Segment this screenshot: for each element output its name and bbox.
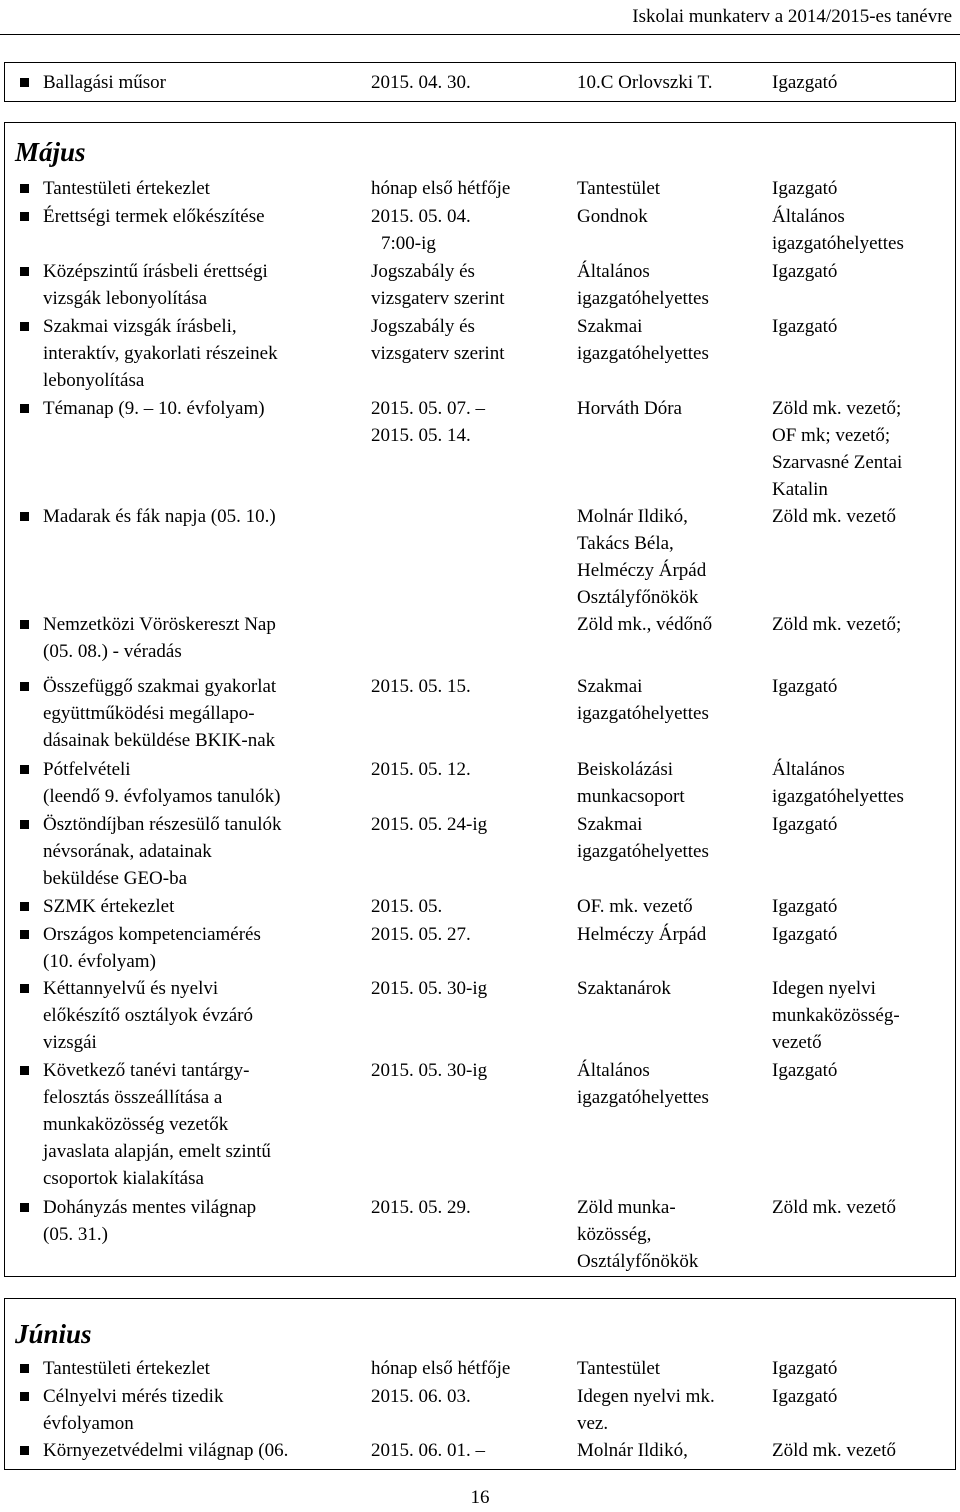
event-date xyxy=(371,258,504,312)
event-supervisor-line: vezető xyxy=(772,1032,822,1053)
event-name-line: Pótfelvételi xyxy=(43,759,131,780)
event-supervisor-line: Igazgató xyxy=(772,896,838,917)
event-responsible-line: Idegen nyelvi mk. xyxy=(577,1386,715,1407)
section-title: Június xyxy=(15,1319,92,1349)
event-responsible xyxy=(577,975,671,1002)
event-name xyxy=(43,921,261,975)
event-supervisor xyxy=(772,921,837,948)
event-date-line: 2015. 05. xyxy=(371,896,443,917)
event-name-line: Tantestületi értekezlet xyxy=(43,178,210,199)
event-responsible xyxy=(577,893,693,920)
bullet-icon xyxy=(20,902,29,911)
bullet-icon xyxy=(20,620,29,629)
event-name xyxy=(43,313,278,394)
event-date-line: 2015. 05. 14. xyxy=(371,425,471,446)
event-responsible-line: Általános xyxy=(577,1060,650,1081)
event-name-line: (05. 08.) - véradás xyxy=(43,641,182,662)
bullet-icon xyxy=(20,1066,29,1075)
event-supervisor-line: igazgatóhelyettes xyxy=(772,233,904,254)
event-supervisor-line: Zöld mk. vezető; xyxy=(772,614,902,635)
event-name-line: Madarak és fák napja (05. 10.) xyxy=(43,506,276,527)
event-name-line: vizsgái xyxy=(43,1032,97,1053)
event-responsible-line: Zöld munka- xyxy=(577,1197,676,1218)
event-date-line: hónap első hétfője xyxy=(371,1358,511,1379)
event-supervisor-line: Általános xyxy=(772,759,845,780)
event-name-line: Érettségi termek előkészítése xyxy=(43,206,265,227)
event-responsible-line: Szaktanárok xyxy=(577,978,671,999)
event-date xyxy=(371,893,442,920)
event-name-line: dásainak beküldése BKIK-nak xyxy=(43,730,276,751)
bullet-icon xyxy=(20,212,29,221)
event-name-line: Ösztöndíjban részesülő tanulók xyxy=(43,814,282,835)
event-date xyxy=(371,1194,471,1221)
event-name xyxy=(43,893,174,920)
event-date xyxy=(371,975,487,1002)
event-supervisor-line: OF mk; vezető; xyxy=(772,425,891,446)
event-name xyxy=(43,258,268,312)
event-responsible-line: Molnár Ildikó, xyxy=(577,506,688,527)
bullet-icon xyxy=(20,512,29,521)
event-responsible-line: Gondnok xyxy=(577,206,648,227)
event-name xyxy=(43,673,276,754)
event-name-line: vizsgák lebonyolítása xyxy=(43,288,208,309)
event-name-line: csoportok kialakítása xyxy=(43,1168,204,1189)
event-date-line: 2015. 05. 04. xyxy=(371,206,471,227)
event-date-line: 2015. 06. 01. – xyxy=(371,1440,485,1461)
event-supervisor-line: Zöld mk. vezető xyxy=(772,1440,896,1461)
event-date xyxy=(371,203,471,257)
event-name-line: Középszintű írásbeli érettségi xyxy=(43,261,268,282)
bullet-icon xyxy=(20,765,29,774)
event-date: 2015. 04. 30. xyxy=(371,72,471,93)
event-responsible-line: Szakmai xyxy=(577,676,643,697)
event-name-line: (10. évfolyam) xyxy=(43,951,156,972)
event-name-line: javaslata alapján, emelt szintű xyxy=(43,1141,271,1162)
event-supervisor xyxy=(772,1194,896,1221)
event-responsible xyxy=(577,175,660,202)
event-responsible-line: igazgatóhelyettes xyxy=(577,343,709,364)
event-responsible xyxy=(577,395,682,422)
event-responsible-line: Általános xyxy=(577,261,650,282)
event-name xyxy=(43,1437,288,1464)
event-supervisor-line: Igazgató xyxy=(772,1386,838,1407)
bullet-icon xyxy=(20,682,29,691)
event-responsible-line: Tantestület xyxy=(577,178,661,199)
event-responsible-line: igazgatóhelyettes xyxy=(577,288,709,309)
event-date xyxy=(371,673,471,700)
event-responsible-line: Szakmai xyxy=(577,814,643,835)
event-responsible xyxy=(577,756,685,810)
event-date-line: 2015. 05. 29. xyxy=(371,1197,471,1218)
event-name-line: interaktív, gyakorlati részeinek xyxy=(43,343,278,364)
event-supervisor-line: Igazgató xyxy=(772,924,838,945)
bullet-icon xyxy=(20,1446,29,1455)
event-date-line: 2015. 05. 24-ig xyxy=(371,814,488,835)
event-supervisor xyxy=(772,1355,837,1382)
event-date-line: 2015. 05. 12. xyxy=(371,759,471,780)
event-name xyxy=(43,611,276,665)
may-section xyxy=(4,122,956,1277)
event-date-line: Jogszabály és xyxy=(371,261,475,282)
event-date xyxy=(371,811,487,838)
event-supervisor xyxy=(772,175,837,202)
header-rule xyxy=(0,34,960,35)
event-responsible-line: Tantestület xyxy=(577,1358,661,1379)
event-name-line: (05. 31.) xyxy=(43,1224,108,1245)
event-name-line: Szakmai vizsgák írásbeli, xyxy=(43,316,237,337)
event-date-line: vizsgaterv szerint xyxy=(371,343,505,364)
event-supervisor xyxy=(772,1437,896,1464)
event-responsible xyxy=(577,258,709,312)
event-responsible: 10.C Orlovszki T. xyxy=(577,72,713,93)
event-name xyxy=(43,203,265,230)
event-name-line: Célnyelvi mérés tizedik xyxy=(43,1386,224,1407)
event-responsible-line: Szakmai xyxy=(577,316,643,337)
event-date-line: Jogszabály és xyxy=(371,316,475,337)
event-supervisor xyxy=(772,258,837,285)
event-supervisor-line: Zöld mk. vezető xyxy=(772,506,896,527)
event-name: Ballagási műsor xyxy=(43,72,166,93)
event-name-line: (leendő 9. évfolyamos tanulók) xyxy=(43,786,281,807)
event-name xyxy=(43,975,253,1056)
event-supervisor-line: Zöld mk. vezető; xyxy=(772,398,902,419)
event-name-line: együttműködési megállapo- xyxy=(43,703,255,724)
event-name-line: lebonyolítása xyxy=(43,370,145,391)
section-title: Május xyxy=(15,137,86,167)
event-name xyxy=(43,1355,210,1382)
event-supervisor-line: igazgatóhelyettes xyxy=(772,786,904,807)
event-responsible-line: vez. xyxy=(577,1413,609,1434)
event-supervisor-line: Szarvasné Zentai xyxy=(772,452,903,473)
event-responsible-line: igazgatóhelyettes xyxy=(577,703,709,724)
event-responsible-line: Helméczy Árpád xyxy=(577,560,707,581)
event-responsible xyxy=(577,1355,660,1382)
bullet-icon xyxy=(20,930,29,939)
event-responsible-line: Molnár Ildikó, xyxy=(577,1440,688,1461)
event-responsible-line: munkacsoport xyxy=(577,786,685,807)
event-supervisor-line: Zöld mk. vezető xyxy=(772,1197,896,1218)
event-date xyxy=(371,1057,487,1084)
event-supervisor-line: Katalin xyxy=(772,479,828,500)
event-name xyxy=(43,395,265,422)
event-name-line: Kéttannyelvű és nyelvi xyxy=(43,978,219,999)
event-date-line: 2015. 05. 27. xyxy=(371,924,471,945)
event-name-line: munkaközösség vezetők xyxy=(43,1114,229,1135)
event-supervisor: Igazgató xyxy=(772,72,838,93)
event-name-line: Nemzetközi Vöröskereszt Nap xyxy=(43,614,276,635)
event-name-line: beküldése GEO-ba xyxy=(43,868,188,889)
page-number: 16 xyxy=(470,1487,490,1508)
event-name xyxy=(43,811,282,892)
event-responsible xyxy=(577,203,648,230)
event-date-line: 2015. 05. 07. – xyxy=(371,398,485,419)
event-responsible xyxy=(577,921,706,948)
event-supervisor-line: Igazgató xyxy=(772,814,838,835)
bullet-icon xyxy=(20,1203,29,1212)
event-responsible xyxy=(577,1194,698,1275)
event-date xyxy=(371,395,485,449)
bullet-icon xyxy=(20,820,29,829)
event-date-line: hónap első hétfője xyxy=(371,178,511,199)
event-supervisor xyxy=(772,203,904,257)
event-date-line: 7:00-ig xyxy=(381,233,436,254)
event-supervisor-line: Igazgató xyxy=(772,261,838,282)
bullet-icon xyxy=(20,267,29,276)
event-responsible xyxy=(577,811,709,865)
event-name xyxy=(43,756,280,810)
event-date-line: vizsgaterv szerint xyxy=(371,288,505,309)
event-name xyxy=(43,1383,223,1437)
event-supervisor xyxy=(772,756,904,810)
event-name-line: névsorának, adatainak xyxy=(43,841,212,862)
event-supervisor xyxy=(772,811,837,838)
bullet-icon xyxy=(20,78,29,87)
event-name-line: évfolyamon xyxy=(43,1413,134,1434)
event-supervisor-line: Igazgató xyxy=(772,1358,838,1379)
event-responsible-line: Helméczy Árpád xyxy=(577,924,707,945)
event-supervisor-line: Igazgató xyxy=(772,316,838,337)
event-supervisor xyxy=(772,1383,837,1410)
event-supervisor-line: munkaközösség- xyxy=(772,1005,900,1026)
event-supervisor-line: Igazgató xyxy=(772,676,838,697)
event-responsible-line: Takács Béla, xyxy=(577,533,674,554)
event-name-line: SZMK értekezlet xyxy=(43,896,175,917)
bullet-icon xyxy=(20,1364,29,1373)
event-responsible xyxy=(577,611,712,638)
event-name-line: felosztás összeállítása a xyxy=(43,1087,223,1108)
event-supervisor-line: Általános xyxy=(772,206,845,227)
ballagas-box xyxy=(4,62,956,102)
event-name-line: Tantestületi értekezlet xyxy=(43,1358,210,1379)
event-date xyxy=(371,1383,471,1410)
bullet-icon xyxy=(20,984,29,993)
event-supervisor xyxy=(772,1057,837,1084)
event-name xyxy=(43,1194,256,1248)
event-responsible-line: Zöld mk., védőnő xyxy=(577,614,713,635)
event-name xyxy=(43,175,210,202)
event-supervisor-line: Idegen nyelvi xyxy=(772,978,876,999)
event-responsible-line: Osztályfőnökök xyxy=(577,1251,699,1272)
event-date-line: 2015. 05. 30-ig xyxy=(371,1060,488,1081)
event-date-line: 2015. 06. 03. xyxy=(371,1386,471,1407)
event-responsible xyxy=(577,673,709,727)
event-supervisor xyxy=(772,611,901,638)
event-supervisor xyxy=(772,503,896,530)
event-responsible-line: OF. mk. vezető xyxy=(577,896,693,917)
june-section xyxy=(4,1298,956,1470)
event-responsible-line: Osztályfőnökök xyxy=(577,587,699,608)
event-supervisor-line: Igazgató xyxy=(772,178,838,199)
event-date-line: 2015. 05. 15. xyxy=(371,676,471,697)
event-supervisor xyxy=(772,975,900,1056)
bullet-icon xyxy=(20,184,29,193)
event-date xyxy=(371,1437,485,1464)
event-name-line: Országos kompetenciamérés xyxy=(43,924,261,945)
event-date xyxy=(371,921,471,948)
header-title: Iskolai munkaterv a 2014/2015-es tanévre xyxy=(632,6,952,27)
event-responsible xyxy=(577,1057,709,1111)
event-name xyxy=(43,1057,271,1192)
event-date xyxy=(371,756,471,783)
event-responsible xyxy=(577,1437,688,1464)
event-date-line: 2015. 05. 30-ig xyxy=(371,978,488,999)
event-supervisor xyxy=(772,673,837,700)
event-name-line: Dohányzás mentes világnap xyxy=(43,1197,257,1218)
event-responsible-line: igazgatóhelyettes xyxy=(577,841,709,862)
event-responsible-line: igazgatóhelyettes xyxy=(577,1087,709,1108)
event-supervisor xyxy=(772,395,902,503)
event-name-line: előkészítő osztályok évzáró xyxy=(43,1005,253,1026)
bullet-icon xyxy=(20,404,29,413)
event-responsible xyxy=(577,1383,715,1437)
event-supervisor-line: Igazgató xyxy=(772,1060,838,1081)
bullet-icon xyxy=(20,322,29,331)
event-responsible-line: közösség, xyxy=(577,1224,652,1245)
event-responsible-line: Beiskolázási xyxy=(577,759,674,780)
event-name-line: Összefüggő szakmai gyakorlat xyxy=(43,676,277,697)
event-name-line: Témanap (9. – 10. évfolyam) xyxy=(43,398,265,419)
event-date xyxy=(371,1355,510,1382)
event-name-line: Következő tanévi tantárgy- xyxy=(43,1060,250,1081)
event-responsible xyxy=(577,313,709,367)
event-name-line: Környezetvédelmi világnap (06. xyxy=(43,1440,289,1461)
event-date xyxy=(371,313,504,367)
event-name xyxy=(43,503,276,530)
event-supervisor xyxy=(772,313,837,340)
bullet-icon xyxy=(20,1392,29,1401)
event-date xyxy=(371,175,510,202)
event-responsible-line: Horváth Dóra xyxy=(577,398,682,419)
event-responsible xyxy=(577,503,706,611)
event-supervisor xyxy=(772,893,837,920)
